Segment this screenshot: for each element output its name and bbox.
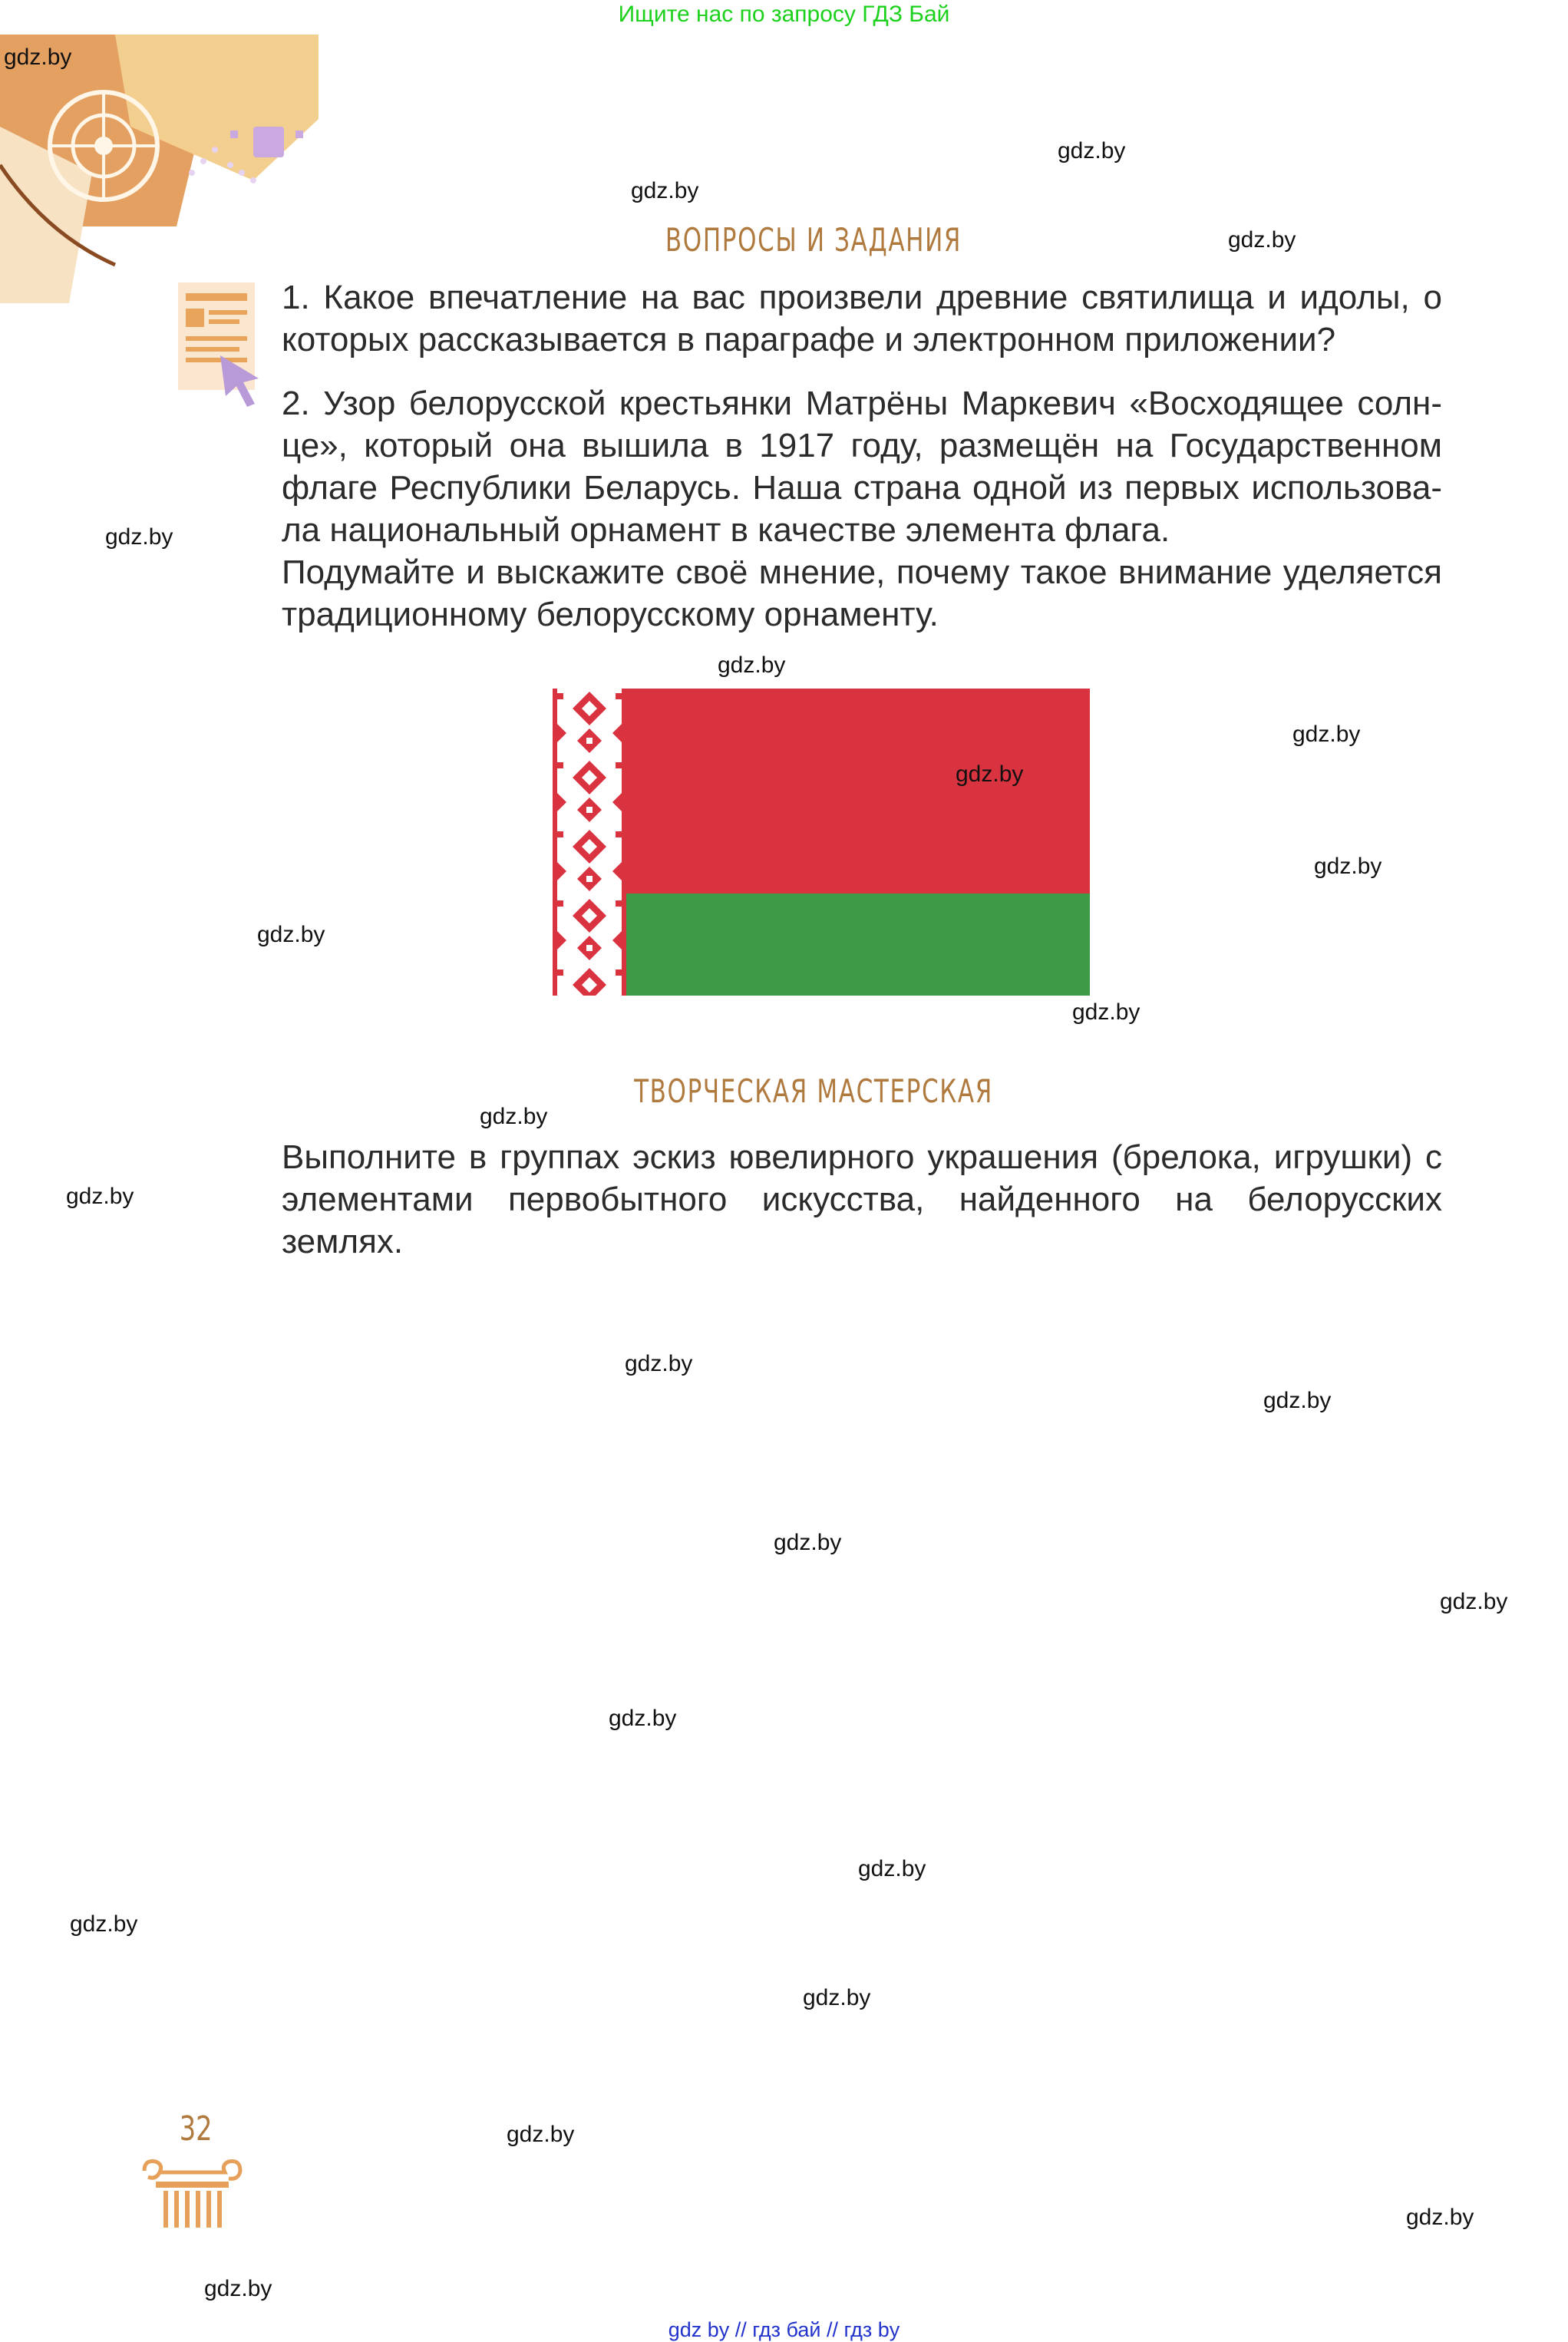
watermark: gdz.by xyxy=(4,45,72,70)
question-2 xyxy=(282,382,1442,509)
watermark: gdz.by xyxy=(257,922,325,947)
watermark: gdz.by xyxy=(625,1351,693,1376)
top-banner: Ищите нас по запросу ГДЗ Бай xyxy=(618,2,950,27)
watermark: gdz.by xyxy=(1058,138,1126,164)
corner-decoration-image xyxy=(0,35,319,303)
question-2-line-1: 2. Узор белорусской крестьянки Матрёны Маркевич «Восходящее солн- xyxy=(282,385,1442,422)
watermark: gdz.by xyxy=(1228,227,1296,253)
watermark: gdz.by xyxy=(1440,1589,1508,1614)
question-2-line-4: ла национальный орнамент в качестве элемента флага. xyxy=(282,511,1170,549)
watermark: gdz.by xyxy=(858,1856,926,1881)
watermark: gdz.by xyxy=(204,2276,272,2301)
footer-links[interactable]: gdz by // гдз бай // гдз by xyxy=(668,2318,900,2341)
flag-red-stripe xyxy=(553,689,1090,894)
flag-green-stripe xyxy=(553,894,1090,996)
section-heading-questions: ВОПРОСЫ И ЗАДАНИЯ xyxy=(665,221,962,259)
watermark: gdz.by xyxy=(507,2122,575,2147)
watermark: gdz.by xyxy=(105,524,173,550)
watermark: gdz.by xyxy=(480,1104,548,1129)
electronic-resource-icon xyxy=(178,282,266,413)
watermark: gdz.by xyxy=(718,652,786,678)
watermark: gdz.by xyxy=(609,1706,677,1731)
watermark: gdz.by xyxy=(1072,999,1141,1025)
page-number: 32 xyxy=(179,2109,213,2149)
watermark: gdz.by xyxy=(70,1911,138,1937)
watermark: gdz.by xyxy=(66,1184,134,1209)
question-2-followup: Подумайте и выскажите своё мнение, почему такое внимание уделяется традиционному белорусскому орнаменту. xyxy=(282,553,1442,633)
question-2-line-3: флаге Республики Беларусь. Наша страна одной из первых использова- xyxy=(282,469,1442,507)
watermark: gdz.by xyxy=(1292,722,1361,747)
flag-ornament-band xyxy=(553,689,626,996)
column-capital-icon xyxy=(140,2155,244,2232)
watermark: gdz.by xyxy=(1263,1388,1332,1413)
watermark: gdz.by xyxy=(803,1985,871,2010)
watermark: gdz.by xyxy=(956,761,1024,787)
watermark: gdz.by xyxy=(631,178,699,203)
watermark: gdz.by xyxy=(774,1530,842,1555)
watermark: gdz.by xyxy=(1314,854,1382,879)
section-heading-workshop: ТВОРЧЕСКАЯ МАСТЕРСКАЯ xyxy=(634,1072,993,1110)
question-1: 1. Какое впечатление на вас произвели древние святилища и идолы, о которых рассказывается в параграфе и электронном приложении? xyxy=(282,279,1442,358)
question-2-line-2: це», который она вышила в 1917 году, размещён на Государственном xyxy=(282,427,1442,464)
workshop-task: Выполните в группах эскиз ювелирного украшения (брелока, игрушки) с элементами первобытного искусства, найденного на белорусских землях. xyxy=(282,1138,1442,1260)
belarus-flag-image xyxy=(553,689,1090,996)
watermark: gdz.by xyxy=(1406,2205,1474,2230)
